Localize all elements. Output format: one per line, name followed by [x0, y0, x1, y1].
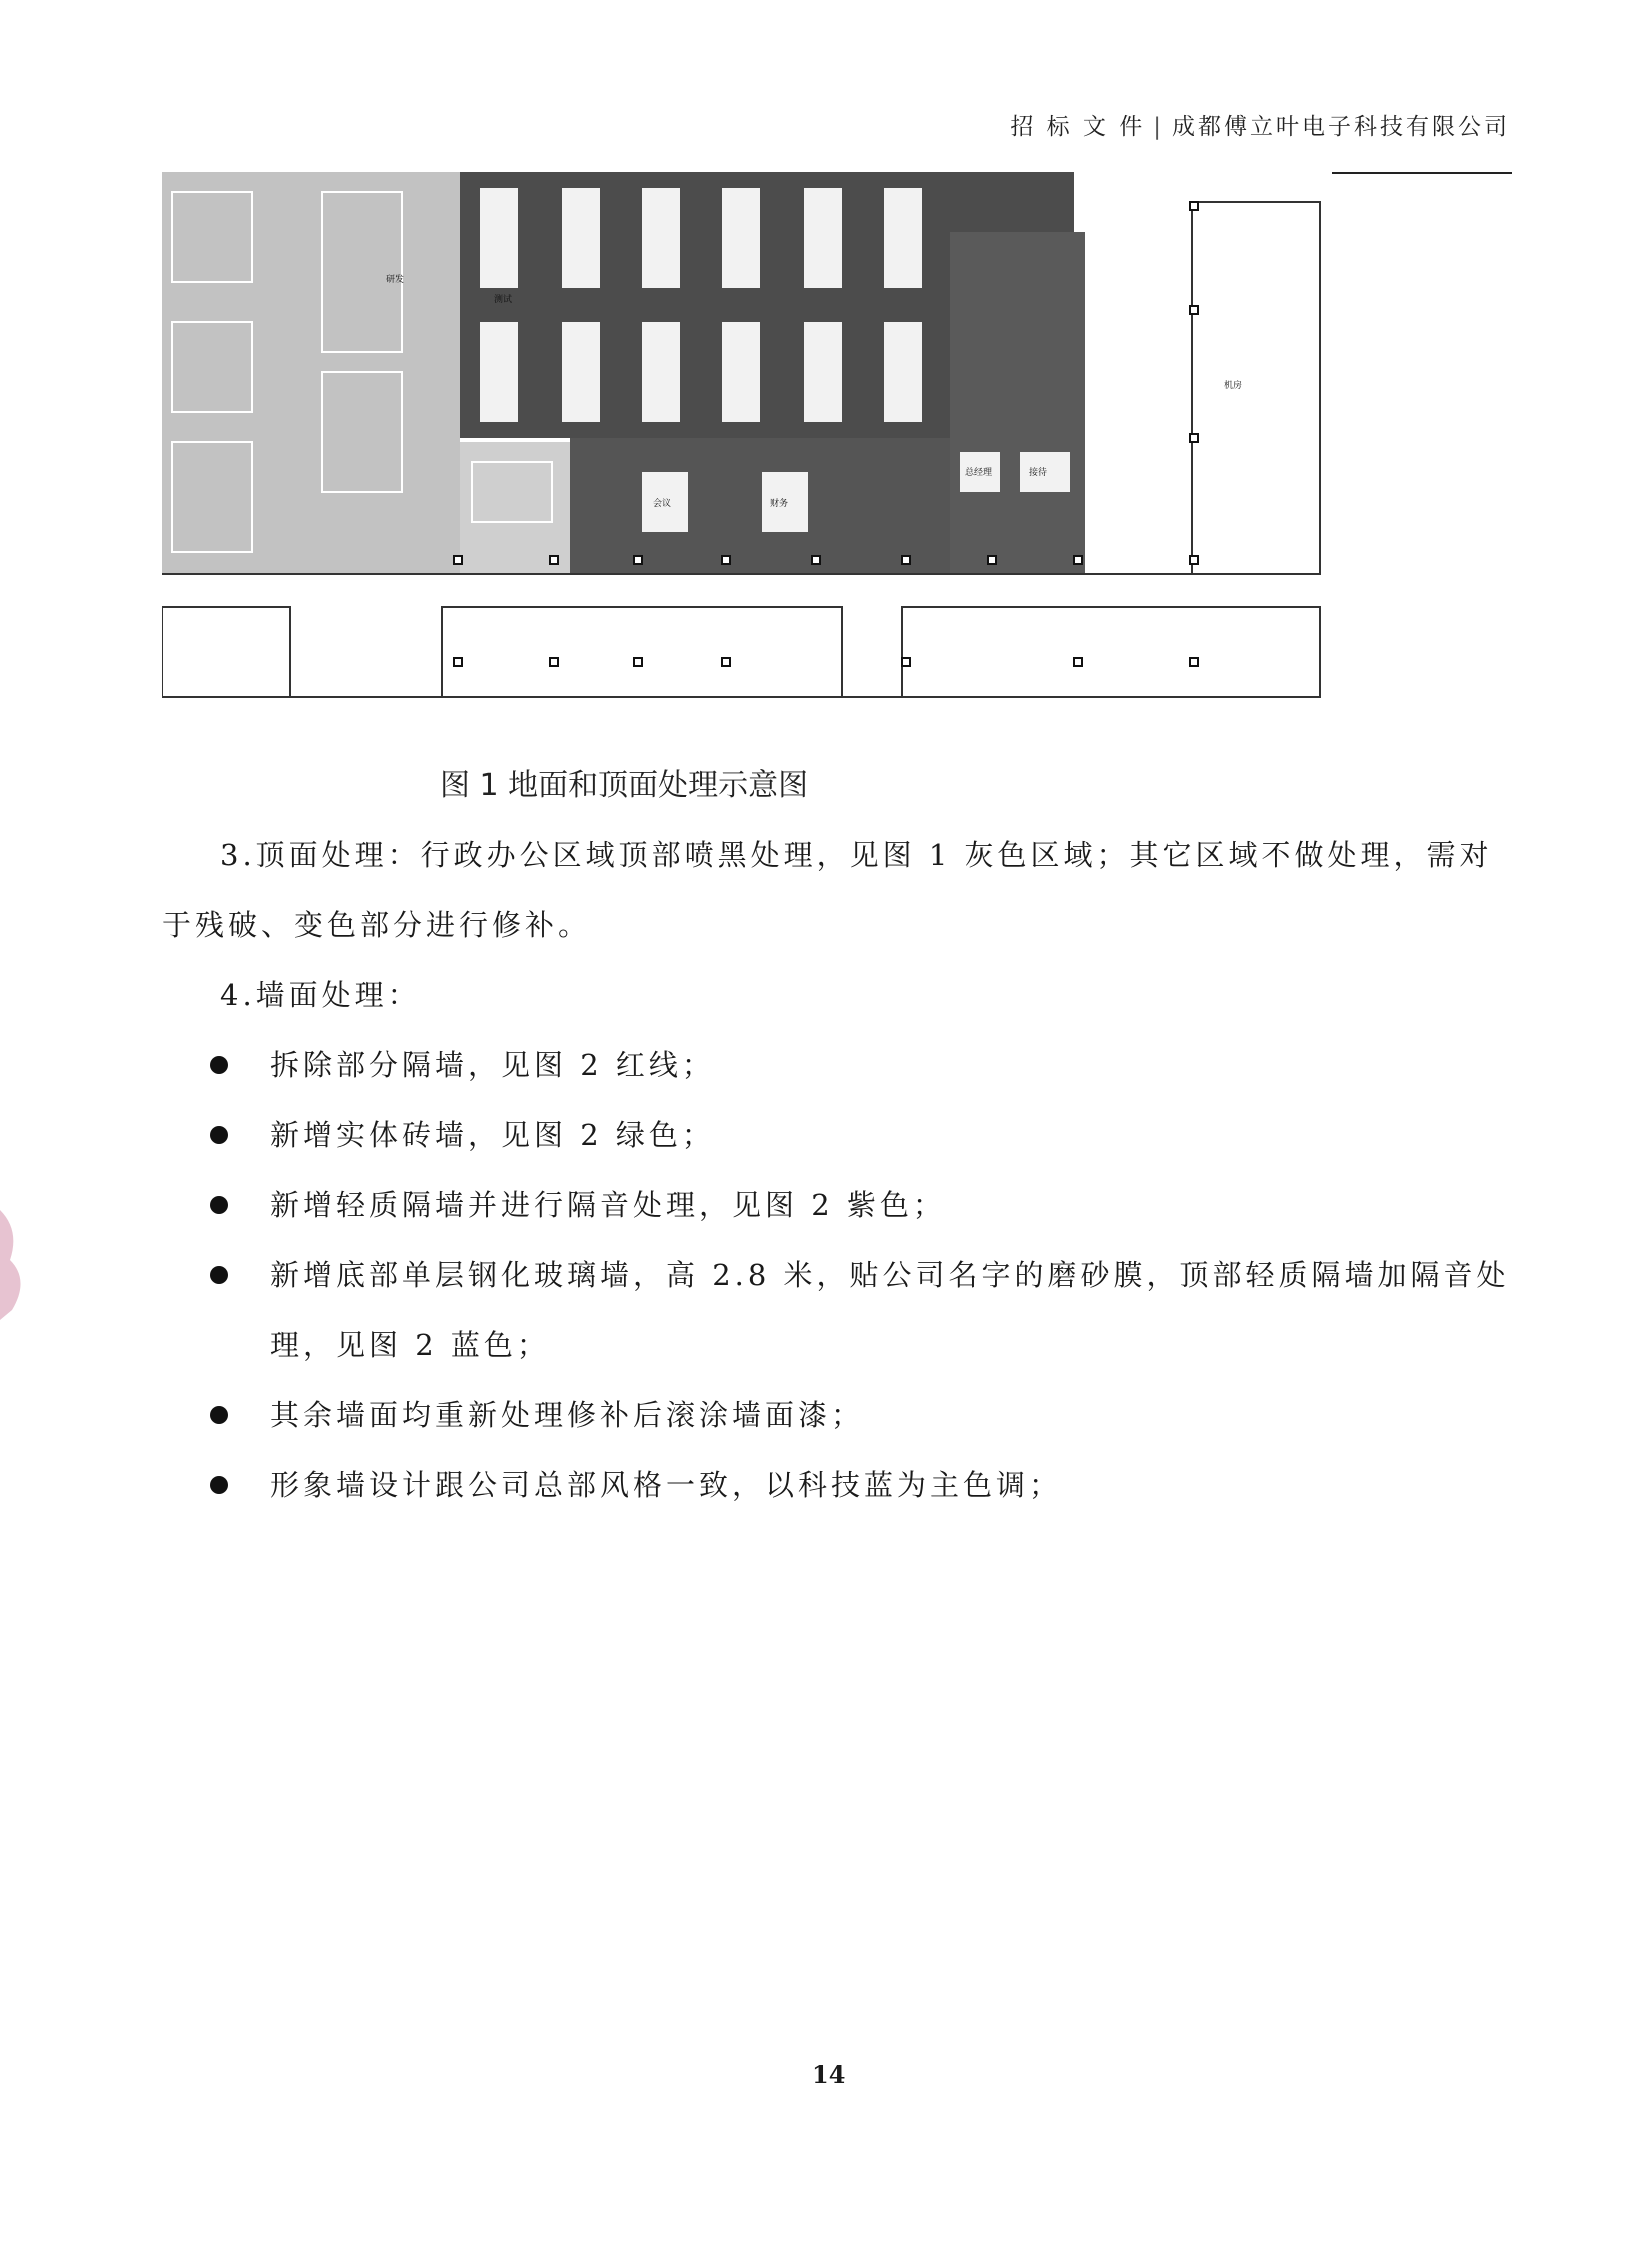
list-item-text: 形象墙设计跟公司总部风格一致，以科技蓝为主色调；	[270, 1468, 1063, 1502]
list-item-text: 新增实体砖墙，见图 2 绿色；	[270, 1118, 715, 1152]
plan-open-hall	[1192, 202, 1320, 574]
ceiling-treatment-paragraph: 3.顶面处理：行政办公区域顶部喷黑处理，见图 1 灰色区域；其它区域不做处理，需对于残破、变色部分进行修补。	[162, 838, 1493, 942]
page-number: 14	[812, 2060, 846, 2089]
bullet-icon	[210, 1476, 228, 1494]
room-label-2: 测试	[494, 295, 513, 305]
list-item	[270, 1450, 1510, 1520]
list-item-text: 拆除部分隔墙，见图 2 红线；	[270, 1048, 715, 1082]
list-item-text: 其余墙面均重新处理修补后滚涂墙面漆；	[270, 1398, 865, 1432]
bullet-icon	[210, 1196, 228, 1214]
list-item	[270, 1030, 1510, 1100]
floor-plan-figure	[162, 172, 1332, 732]
plan-dark-zone-right	[950, 232, 1085, 574]
figure-caption: 图 1 地面和顶面处理示意图	[440, 768, 809, 803]
room-label-1: 研发	[386, 275, 405, 285]
room-label-7: 机房	[1224, 381, 1243, 391]
list-item	[270, 1170, 1510, 1240]
room-label-4: 财务	[770, 499, 789, 509]
list-item	[270, 1380, 1510, 1450]
list-item-text: 新增轻质隔墙并进行隔音处理，见图 2 紫色；	[270, 1188, 946, 1222]
header-separator: |	[1153, 114, 1164, 140]
bullet-icon	[210, 1126, 228, 1144]
wall-treatment-heading: 4.墙面处理：	[220, 978, 421, 1012]
room-label-3: 会议	[653, 499, 672, 509]
header-doc-type: 招 标 文 件	[1010, 114, 1146, 140]
header-company: 成都傅立叶电子科技有限公司	[1172, 114, 1510, 140]
bullet-icon	[210, 1406, 228, 1424]
list-item	[270, 1240, 1510, 1380]
bullet-icon	[210, 1266, 228, 1284]
room-label-6: 接待	[1029, 468, 1048, 478]
list-item-text: 新增底部单层钢化玻璃墙，高 2.8 米，贴公司名字的磨砂膜，顶部轻质隔墙加隔音处理，见图 2 蓝色；	[270, 1258, 1510, 1362]
bullet-icon	[210, 1056, 228, 1074]
room-label-5: 总经理	[965, 468, 993, 478]
seal-stamp-fragment	[0, 1190, 38, 1340]
list-item	[270, 1100, 1510, 1170]
document-header	[1010, 108, 1510, 141]
plan-light-zone-left	[162, 172, 460, 574]
plan-dark-zone-lower	[570, 438, 950, 574]
